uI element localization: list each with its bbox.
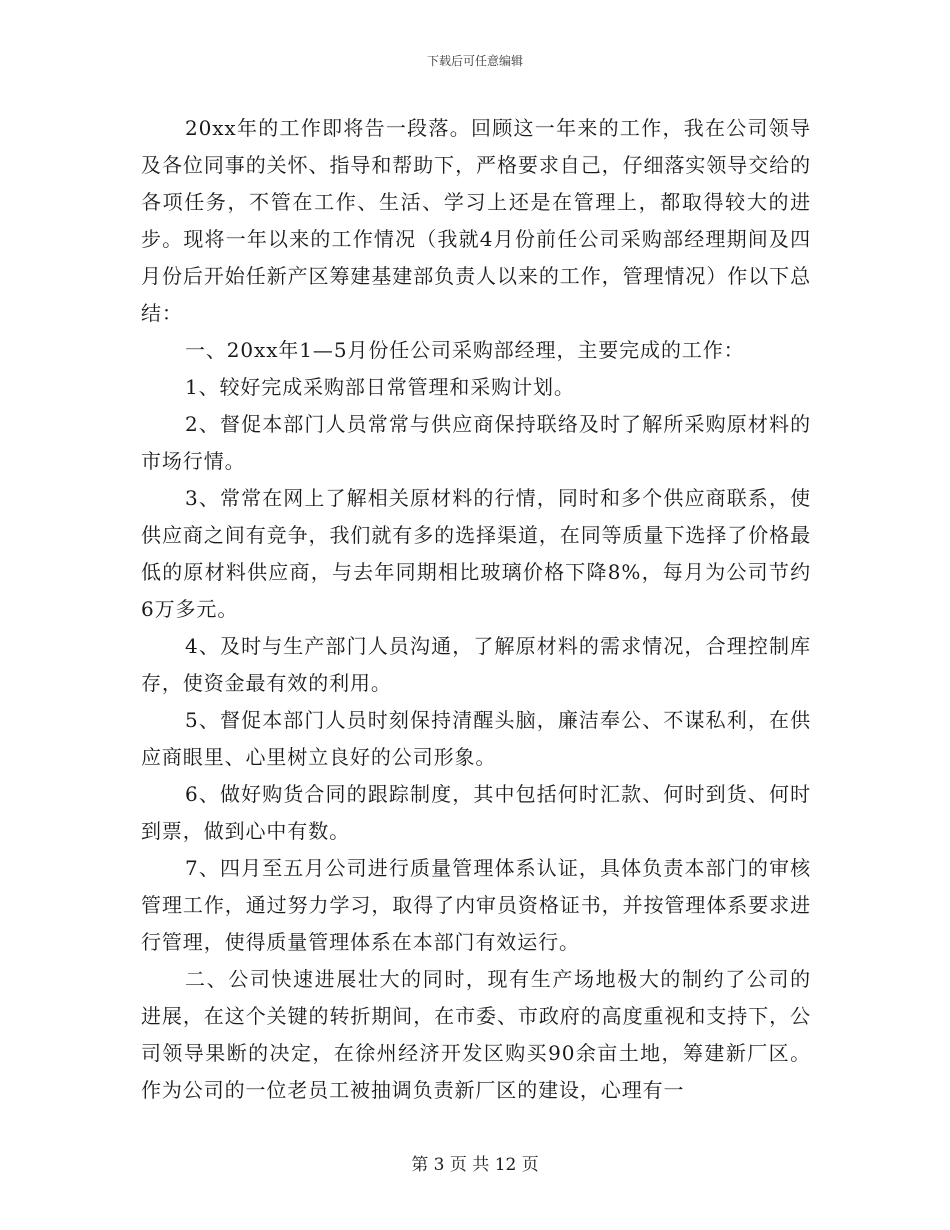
paragraph-item-4: 4、及时与生产部门人员沟通，了解原材料的需求情况，合理控制库存，使资金最有效的利用。 <box>141 634 811 695</box>
paragraph-item-6: 6、做好购货合同的跟踪制度，其中包括何时汇款、何时到货、何时到票，做到心中有数。 <box>141 782 811 843</box>
document-body <box>141 110 811 1109</box>
paragraph-item-2: 2、督促本部门人员常常与供应商保持联络及时了解所采购原材料的市场行情。 <box>141 412 811 473</box>
paragraph-item-3: 3、常常在网上了解相关原材料的行情，同时和多个供应商联系，使供应商之间有竞争，我们就有多的选择渠道，在同等质量下选择了价格最低的原材料供应商，与去年同期相比玻璃价格下降8%，每月为公司节约6万多元。 <box>141 486 811 621</box>
paragraph-section-two: 二、公司快速进展壮大的同时，现有生产场地极大的制约了公司的进展，在这个关键的转折期间，在市委、市政府的高度重视和支持下，公司领导果断的决定，在徐州经济开发区购买90余亩土地，筹建新厂区。作为公司的一位老员工被抽调负责新厂区的建设，心理有一 <box>141 967 811 1102</box>
paragraph-item-5: 5、督促本部门人员时刻保持清醒头脑，廉洁奉公、不谋私利，在供应商眼里、心里树立良好的公司形象。 <box>141 708 811 769</box>
page-number-footer: 第 3 页 共 12 页 <box>411 1155 539 1175</box>
page-header: 下载后可任意编辑 <box>426 54 523 68</box>
paragraph-item-7: 7、四月至五月公司进行质量管理体系认证，具体负责本部门的审核管理工作，通过努力学习，取得了内审员资格证书，并按管理体系要求进行管理，使得质量管理体系在本部门有效运行。 <box>141 856 811 954</box>
paragraph-intro: 20xx年的工作即将告一段落。回顾这一年来的工作，我在公司领导及各位同事的关怀、指导和帮助下，严格要求自己，仔细落实领导交给的各项任务，不管在工作、生活、学习上还是在管理上，都取得较大的进步。现将一年以来的工作情况（我就4月份前任公司采购部经理期间及四月份后开始任新产区筹建基建部负责人以来的工作，管理情况）作以下总结： <box>141 116 811 325</box>
paragraph-section-one-heading: 一、20xx年1—5月份任公司采购部经理，主要完成的工作： <box>185 338 745 362</box>
paragraph-item-1: 1、较好完成采购部日常管理和采购计划。 <box>185 375 575 399</box>
